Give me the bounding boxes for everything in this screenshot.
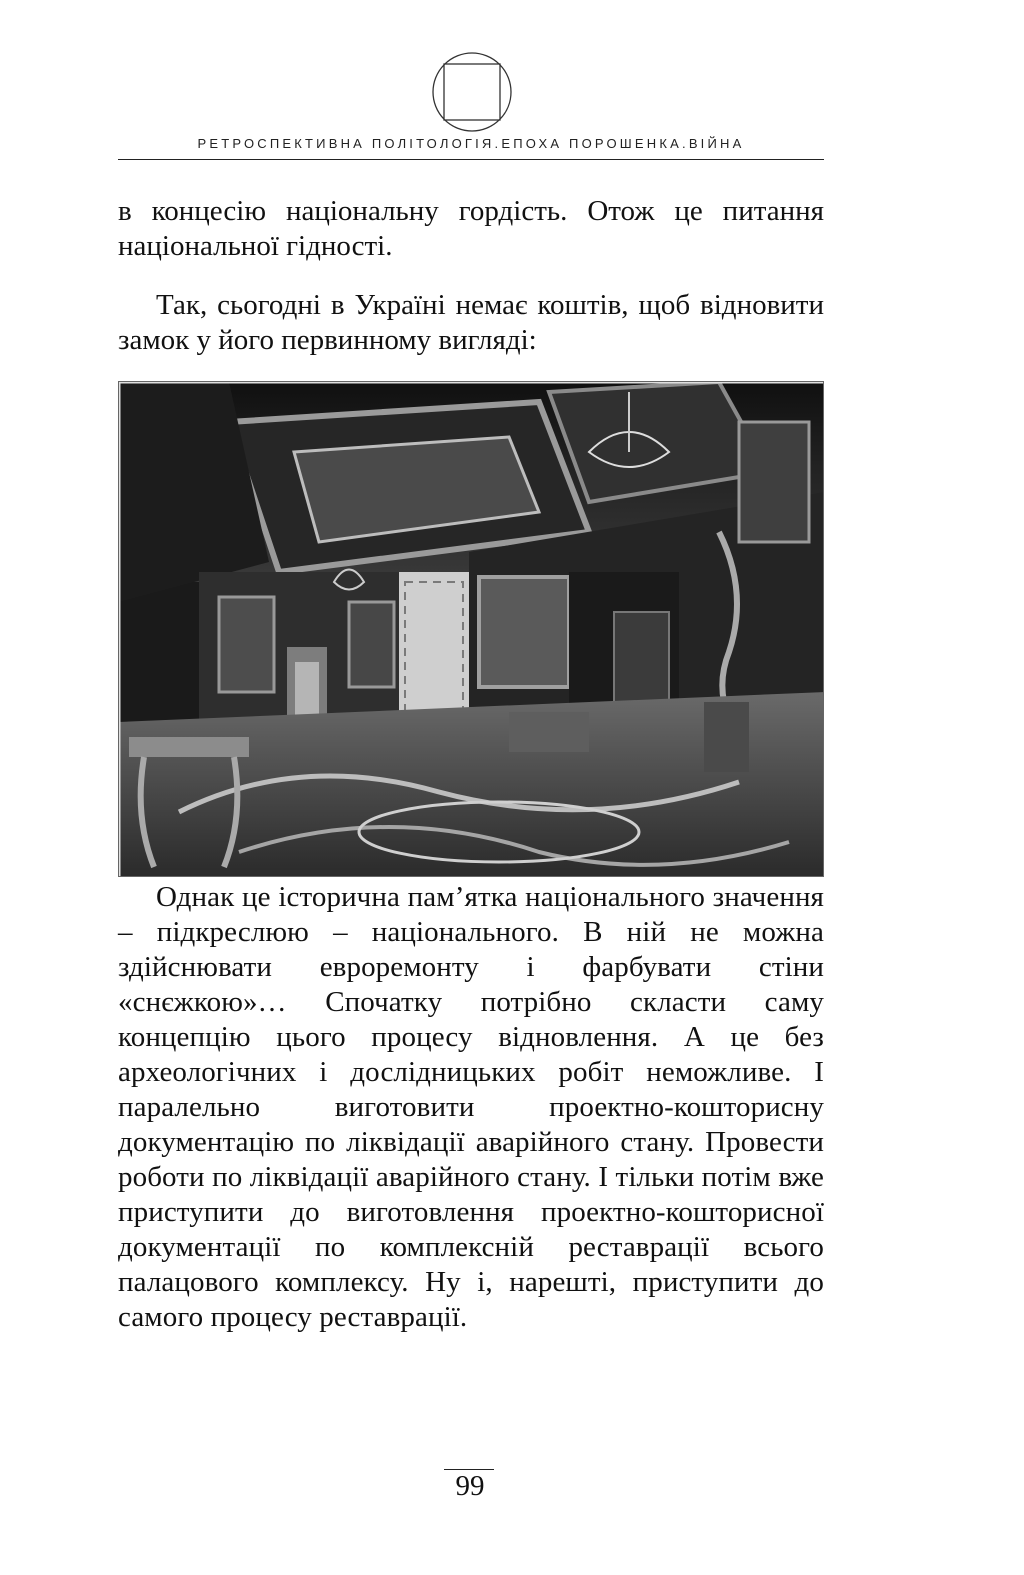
header-divider <box>118 159 824 160</box>
running-title: РЕТРОСПЕКТИВНА ПОЛІТОЛОГІЯ.ЕПОХА ПОРОШЕНКА.ВІЙНА <box>197 136 745 151</box>
circle-square-logo-icon <box>430 50 514 134</box>
paragraph-3: Однак це історична пам’ятка національного значення – підкреслюю – національного. В ній не можна здійснювати евроремонту і фарбувати стіни «снєжкою»… Спочатку потрібно скласти саму концепцію цього процесу відновлення. А це без археологічних і дослідницьких робіт неможливе. І паралельно виготовити проектно-кошторисну документацію по ліквідації аварійного стану. Провести роботи по ліквідації аварійного стану. І тільки потім вже приступити до виготовлення проектно-кошторисної документації по комплексній реставрації всього палацового комплексу. Ну і, нарешті, приступити до самого процесу реставрації. <box>118 881 824 1333</box>
page-number: 99 <box>455 1470 485 1502</box>
paragraph-2: Так, сьогодні в Україні немає коштів, щоб відновити замок у його первинному вигляді: <box>118 289 824 356</box>
palace-interior-photo <box>118 381 824 877</box>
paragraph-1: в концесію національну гордість. Отож це питання національної гідності. <box>118 195 824 262</box>
